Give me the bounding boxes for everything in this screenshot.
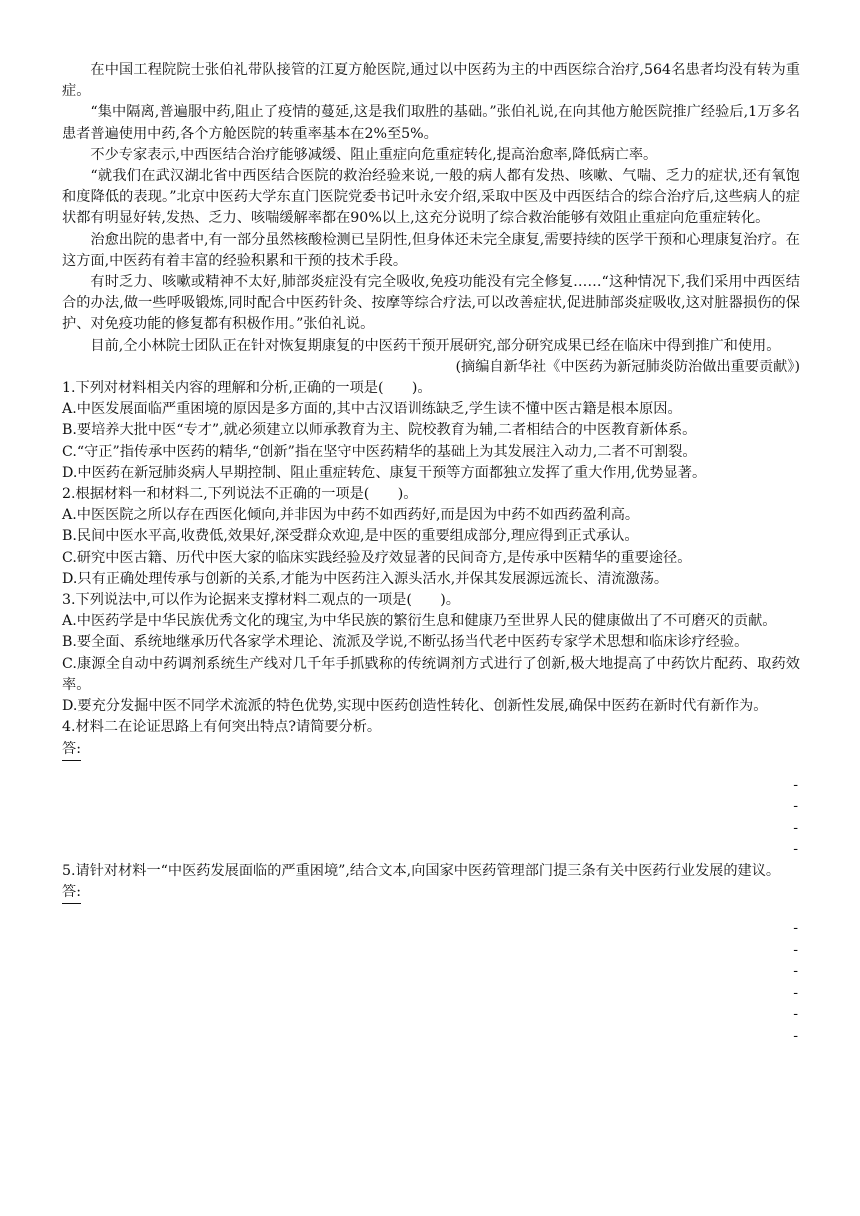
option-b[interactable]: B.要全面、系统地继承历代各家学术理论、流派及学说,不断弘扬当代老中医药专家学术思想和临床诊疗经验。 — [62, 634, 749, 651]
question-1 — [62, 378, 800, 484]
exam-page — [62, 60, 800, 1047]
answer-line-marker: - — [793, 841, 798, 858]
answer-line-marker: - — [793, 963, 798, 980]
question-5 — [62, 861, 800, 1047]
option-a[interactable]: A.中医发展面临严重困境的原因是多方面的,其中古汉语训练缺乏,学生读不懂中医古籍是根本原因。 — [62, 401, 682, 418]
passage-paragraph: “集中隔离,普遍服中药,阻止了疫情的蔓延,这是我们取胜的基础。”张伯礼说,在向其他方舱医院推广经验后,1万多名患者普遍使用中药,各个方舱医院的转重率基本在2%至5%。 — [62, 104, 800, 142]
option-a[interactable]: A.中医医院之所以存在西医化倾向,并非因为中药不如西药好,而是因为中药不如西药盈利高。 — [62, 507, 640, 524]
question-stem: 4.材料二在论证思路上有何突出特点?请简要分析。 — [62, 719, 382, 736]
answer-line-marker: - — [793, 819, 798, 836]
answer-label: 答: — [62, 882, 81, 904]
option-c[interactable]: C.研究中医古籍、历代中医大家的临床实践经验及疗效显著的民间奇方,是传承中医精华的重要途径。 — [62, 549, 692, 566]
answer-area[interactable] — [62, 918, 800, 1047]
answer-prompt — [62, 882, 800, 904]
passage-paragraph: 目前,仝小林院士团队正在针对恢复期康复的中医药干预开展研究,部分研究成果已经在临床中得到推广和使用。 — [90, 337, 781, 354]
question-stem: 5.请针对材料一“中医药发展面临的严重困境”,结合文本,向国家中医药管理部门提三条有关中医药行业发展的建议。 — [62, 862, 781, 879]
option-d[interactable]: D.只有正确处理传承与创新的关系,才能为中医药注入源头活水,并保其发展源远流长、清流激荡。 — [62, 570, 669, 587]
answer-line-marker: - — [793, 776, 798, 793]
passage-paragraph: 治愈出院的患者中,有一部分虽然核酸检测已呈阴性,但身体还未完全康复,需要持续的医学干预和心理康复治疗。在这方面,中医药有着丰富的经验积累和干预的技术手段。 — [62, 231, 800, 269]
option-a[interactable]: A.中医药学是中华民族优秀文化的瑰宝,为中华民族的繁衍生息和健康乃至世界人民的健康做出了不可磨灭的贡献。 — [62, 613, 777, 630]
answer-line-marker: - — [793, 941, 798, 958]
answer-line-marker: - — [793, 798, 798, 815]
answer-line-marker: - — [793, 920, 798, 937]
reading-passage — [62, 60, 800, 378]
answer-label: 答: — [62, 739, 81, 761]
option-b[interactable]: B.民间中医水平高,收费低,效果好,深受群众欢迎,是中医的重要组成部分,理应得到正式承认。 — [62, 528, 639, 545]
option-d[interactable]: D.中医药在新冠肺炎病人早期控制、阻止重症转危、康复干预等方面都独立发挥了重大作用,优势显著。 — [62, 464, 707, 481]
answer-prompt — [62, 739, 800, 761]
passage-paragraph: “就我们在武汉湖北省中西医结合医院的救治经验来说,一般的病人都有发热、咳嗽、气喘、乏力的症状,还有氧饱和度降低的表现。”北京中医药大学东直门医院党委书记叶永安介绍,采取中医及中西医结合的综合治疗后,这些病人的症状都有明显好转,发热、乏力、咳喘缓解率都在90%以上,这充分说明了综合救治能够有效阻止重症向危重症转化。 — [62, 168, 800, 227]
option-b[interactable]: B.要培养大批中医“专才”,就必须建立以师承教育为主、院校教育为辅,二者相结合的中医教育新体系。 — [62, 422, 697, 439]
option-c[interactable]: C.“守正”指传承中医药的精华,“创新”指在坚守中医药精华的基础上为其发展注入动力,二者不可割裂。 — [62, 443, 697, 460]
question-stem: 1.下列对材料相关内容的理解和分析,正确的一项是( )。 — [62, 380, 432, 397]
question-4 — [62, 717, 800, 860]
answer-line-marker: - — [793, 984, 798, 1001]
answer-line-marker: - — [793, 1006, 798, 1023]
option-d[interactable]: D.要充分发掘中医不同学术流派的特色优势,实现中医药创造性转化、创新性发展,确保中医药在新时代有新作为。 — [62, 698, 768, 715]
passage-paragraph: 不少专家表示,中西医结合治疗能够减缓、阻止重症向危重症转化,提高治愈率,降低病亡率。 — [90, 146, 658, 163]
question-stem: 2.根据材料一和材料二,下列说法不正确的一项是( )。 — [62, 486, 418, 503]
answer-line-marker: - — [793, 1027, 798, 1044]
question-stem: 3.下列说法中,可以作为论据来支撑材料二观点的一项是( )。 — [62, 592, 460, 609]
question-3 — [62, 590, 800, 717]
answer-area[interactable] — [62, 775, 800, 861]
passage-paragraph: 在中国工程院院士张伯礼带队接管的江夏方舱医院,通过以中医药为主的中西医综合治疗,564名患者均没有转为重症。 — [62, 62, 800, 100]
option-c[interactable]: C.康源全自动中药调剂系统生产线对几千年手抓戥称的传统调剂方式进行了创新,极大地提高了中药饮片配药、取药效率。 — [62, 655, 800, 693]
passage-source: (摘编自新华社《中医药为新冠肺炎防治做出重要贡献》) — [455, 358, 800, 375]
passage-paragraph: 有时乏力、咳嗽或精神不太好,肺部炎症没有完全吸收,免疫功能没有完全修复……“这种情况下,我们采用中西医结合的办法,做一些呼吸锻炼,同时配合中医药针灸、按摩等综合疗法,可以改善症状,促进肺部炎症吸收,这对脏器损伤的保护、对免疫功能的修复都有积极作用。”张伯礼说。 — [62, 274, 800, 333]
question-2 — [62, 484, 800, 590]
